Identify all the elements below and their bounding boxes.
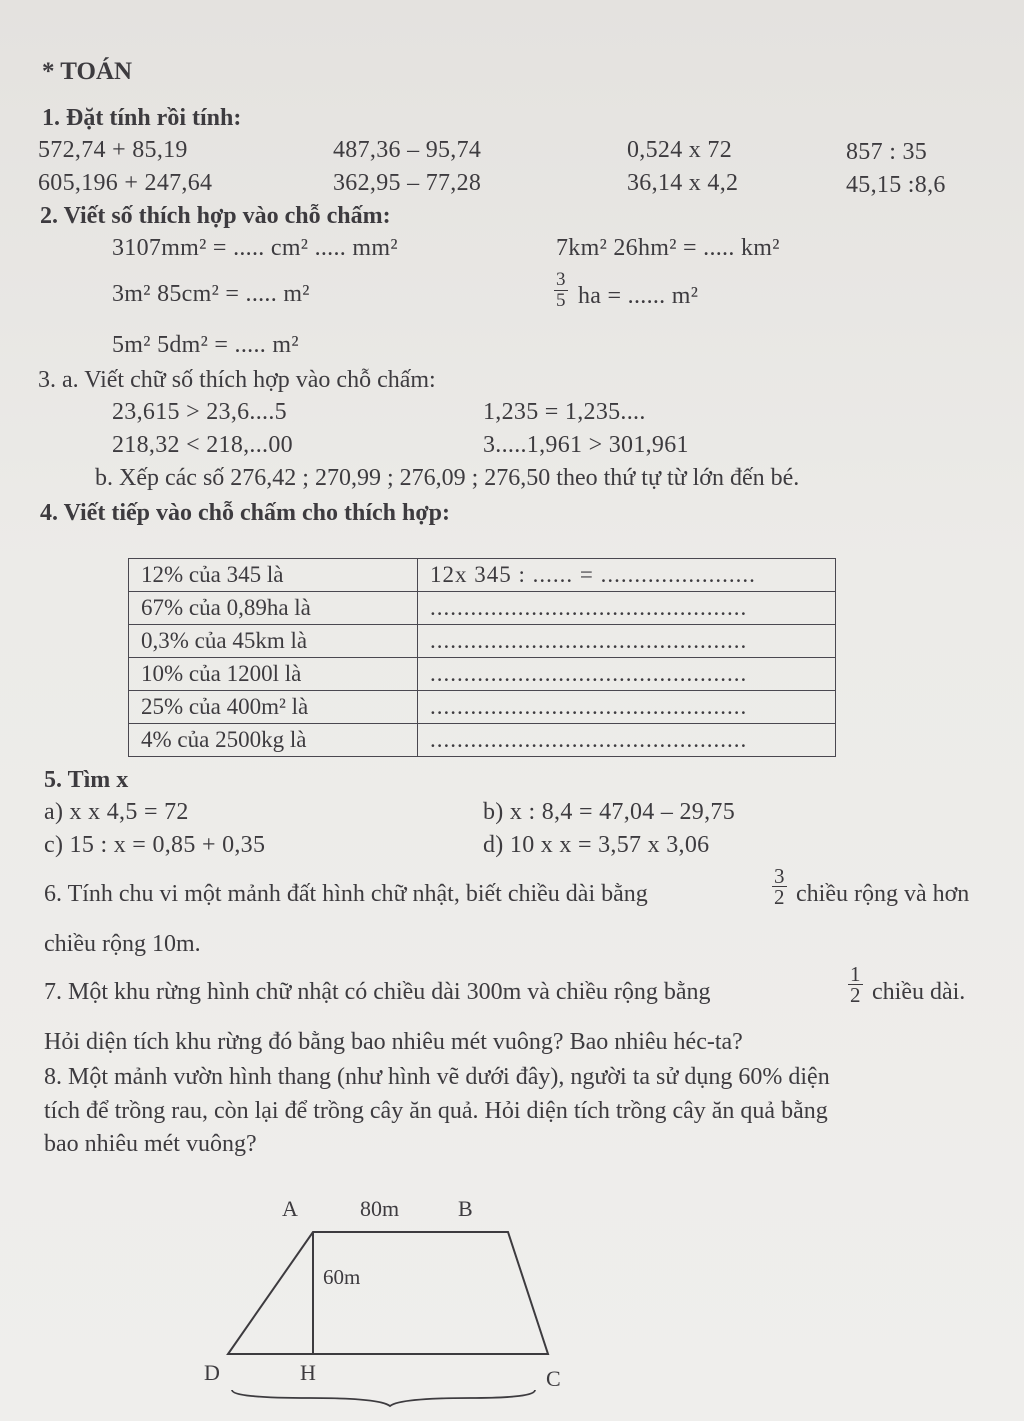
trapezoid-figure [190,1190,590,1410]
q1-item: 487,36 – 95,74 [333,137,482,163]
q5-item: c) 15 : x = 0,85 + 0,35 [44,832,266,858]
q3-title: 3. a. Viết chữ số thích hợp vào chỗ chấm: [38,367,436,393]
vertex-b-label: B [458,1196,473,1221]
fraction-denominator: 2 [850,983,861,1007]
q7-text: chiều dài. [872,979,966,1005]
bottom-brace [232,1390,535,1406]
fraction-numerator: 3 [556,269,566,290]
table-cell: 0,3% của 45km là [129,625,418,658]
q5-item: b) x : 8,4 = 47,04 – 29,75 [483,799,735,825]
q2-fraction [554,270,568,311]
vertex-d-label: D [204,1360,220,1385]
q1-item: 362,95 – 77,28 [333,170,482,196]
percent-table [128,558,836,757]
fraction-numerator: 1 [850,962,861,986]
table-cell: 12% của 345 là [129,559,418,592]
table-cell: 67% của 0,89ha là [129,592,418,625]
foot-h-label: H [300,1360,316,1385]
q6-text: 6. Tính chu vi một mảnh đất hình chữ nhật, biết chiều dài bằng [44,881,648,907]
q3-item: 218,32 < 218,...00 [112,432,293,458]
q8-text: tích để trồng rau, còn lại để trồng cây ăn quả. Hỏi diện tích trồng cây ăn quả bằng [44,1098,828,1124]
q7-text: 7. Một khu rừng hình chữ nhật có chiều dài 300m và chiều rộng bằng [44,979,711,1005]
table-cell: ............................................... [418,625,836,658]
table-row [129,691,836,724]
q1-item: 572,74 + 85,19 [38,137,188,163]
table-row [129,724,836,757]
table-cell: 25% của 400m² là [129,691,418,724]
table-cell: ............................................... [418,658,836,691]
q6-text: chiều rộng và hơn [796,881,970,907]
q4-title: 4. Viết tiếp vào chỗ chấm cho thích hợp: [40,500,450,526]
q7-fraction [848,964,863,1005]
table-cell: 12x 345 : ...... = ....................... [418,559,836,592]
q1-item: 605,196 + 247,64 [38,170,213,196]
q8-text: 8. Một mảnh vườn hình thang (như hình vẽ dưới đây), người ta sử dụng 60% diện [44,1064,830,1090]
q2-item: 3107mm² = ..... cm² ..... mm² [112,235,398,261]
trapezoid-shape [228,1232,548,1354]
q2-title: 2. Viết số thích hợp vào chỗ chấm: [40,203,391,229]
fraction-denominator: 5 [556,290,566,311]
table-cell: ............................................... [418,724,836,757]
header-title: * TOÁN [42,58,133,85]
q2-item: 3m² 85cm² = ..... m² [112,281,310,307]
q2-item: ha = ...... m² [578,283,699,309]
table-row [129,559,836,592]
table-row [129,658,836,691]
table-cell: ............................................... [418,691,836,724]
vertex-c-label: C [546,1366,561,1391]
vertex-a-label: A [282,1196,298,1221]
q1-title: 1. Đặt tính rồi tính: [42,105,242,131]
q6-fraction [772,866,787,907]
q2-item: 5m² 5dm² = ..... m² [112,332,299,358]
q1-item: 857 : 35 [846,139,928,165]
q6-text-line2: chiều rộng 10m. [44,931,201,957]
q3-item: 23,615 > 23,6....5 [112,399,287,425]
table-row [129,592,836,625]
q5-title: 5. Tìm x [44,767,129,793]
q5-item: d) 10 x x = 3,57 x 3,06 [483,832,710,858]
q3-item: 3.....1,961 > 301,961 [483,432,689,458]
q1-item: 36,14 x 4,2 [627,170,739,196]
q2-item: 7km² 26hm² = ..... km² [556,235,780,261]
table-row [129,625,836,658]
top-length-label: 80m [360,1196,400,1221]
q5-item: a) x x 4,5 = 72 [44,799,189,825]
q3-item: 1,235 = 1,235.... [483,399,646,425]
height-label: 60m [323,1265,361,1289]
fraction-denominator: 2 [774,885,785,909]
table-cell: 10% của 1200l là [129,658,418,691]
q1-item: 45,15 :8,6 [846,172,946,198]
fraction-numerator: 3 [774,864,785,888]
q1-item: 0,524 x 72 [627,137,732,163]
table-cell: ............................................... [418,592,836,625]
q3-part-b: b. Xếp các số 276,42 ; 270,99 ; 276,09 ; 276,50 theo thứ tự từ lớn đến bé. [95,465,800,491]
table-cell: 4% của 2500kg là [129,724,418,757]
q8-text: bao nhiêu mét vuông? [44,1131,257,1157]
q7-text-line2: Hỏi diện tích khu rừng đó bằng bao nhiêu mét vuông? Bao nhiêu héc-ta? [44,1029,743,1055]
